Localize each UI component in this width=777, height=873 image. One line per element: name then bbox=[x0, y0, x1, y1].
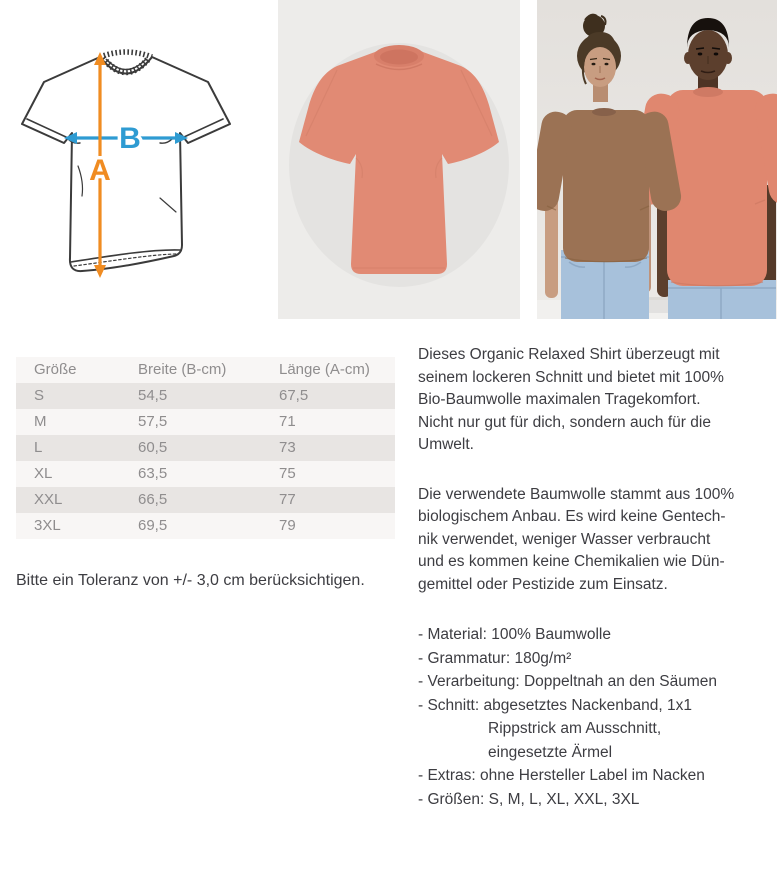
column-header-size: Größe bbox=[34, 361, 77, 378]
table-row: 3XL 69,5 79 bbox=[16, 513, 395, 539]
column-header-width: Breite (B-cm) bbox=[138, 361, 227, 378]
spec-line: - Schnitt: abgesetztes Nackenband, 1x1 bbox=[418, 696, 692, 714]
description-paragraph-1: Dieses Organic Relaxed Shirt überzeugt mit seinem lockeren Schnitt und bietet mit 100% Bio-Baumwolle maximalen Tragekomfort. Nicht nur gut für dich, sondern auch für die Umwelt. bbox=[418, 346, 724, 453]
length-label-a: A bbox=[89, 154, 111, 187]
spec-line-continuation: Rippstrick am Ausschnitt, bbox=[488, 720, 662, 737]
description-paragraph-2: Die verwendete Baumwolle stammt aus 100% biologischem Anbau. Es wird keine Gentech- nik verwendet, weniger Wasser verbraucht und es kommen keine Chemikalien wie Dün- gemittel oder Pestizide zum Einsatz. bbox=[418, 485, 735, 593]
spec-line: - Grammatur: 180g/m² bbox=[418, 649, 572, 667]
size-diagram-image bbox=[14, 46, 236, 282]
width-label-b: B bbox=[119, 122, 141, 155]
column-header-length: Länge (A-cm) bbox=[279, 361, 370, 378]
table-row: M 57,5 71 bbox=[16, 409, 395, 435]
spec-line: - Verarbeitung: Doppeltnah an den Säumen bbox=[418, 673, 718, 690]
tolerance-note: Bitte ein Toleranz von +/- 3,0 cm berücksichtigen. bbox=[16, 572, 365, 589]
table-row: XL 63,5 75 bbox=[16, 461, 395, 487]
spec-line-continuation: eingesetzte Ärmel bbox=[488, 743, 613, 761]
spec-list bbox=[418, 623, 764, 811]
product-photo-models bbox=[537, 0, 777, 319]
table-row: S 54,5 67,5 bbox=[16, 383, 395, 409]
table-row: L 60,5 73 bbox=[16, 435, 395, 461]
product-photo-flat bbox=[278, 0, 520, 319]
table-row: XXL 66,5 77 bbox=[16, 487, 395, 513]
size-table-header-row bbox=[16, 357, 395, 383]
flat-tshirt-illustration bbox=[278, 0, 520, 319]
size-table bbox=[16, 357, 395, 539]
tshirt-measurement-drawing bbox=[14, 46, 236, 282]
spec-line: - Extras: ohne Hersteller Label im Nacken bbox=[418, 767, 705, 784]
spec-line: - Größen: S, M, L, XL, XXL, 3XL bbox=[418, 790, 640, 808]
product-description bbox=[418, 344, 764, 811]
tshirt-outline bbox=[22, 57, 230, 271]
models-illustration bbox=[537, 0, 777, 319]
spec-line: - Material: 100% Baumwolle bbox=[418, 626, 611, 643]
